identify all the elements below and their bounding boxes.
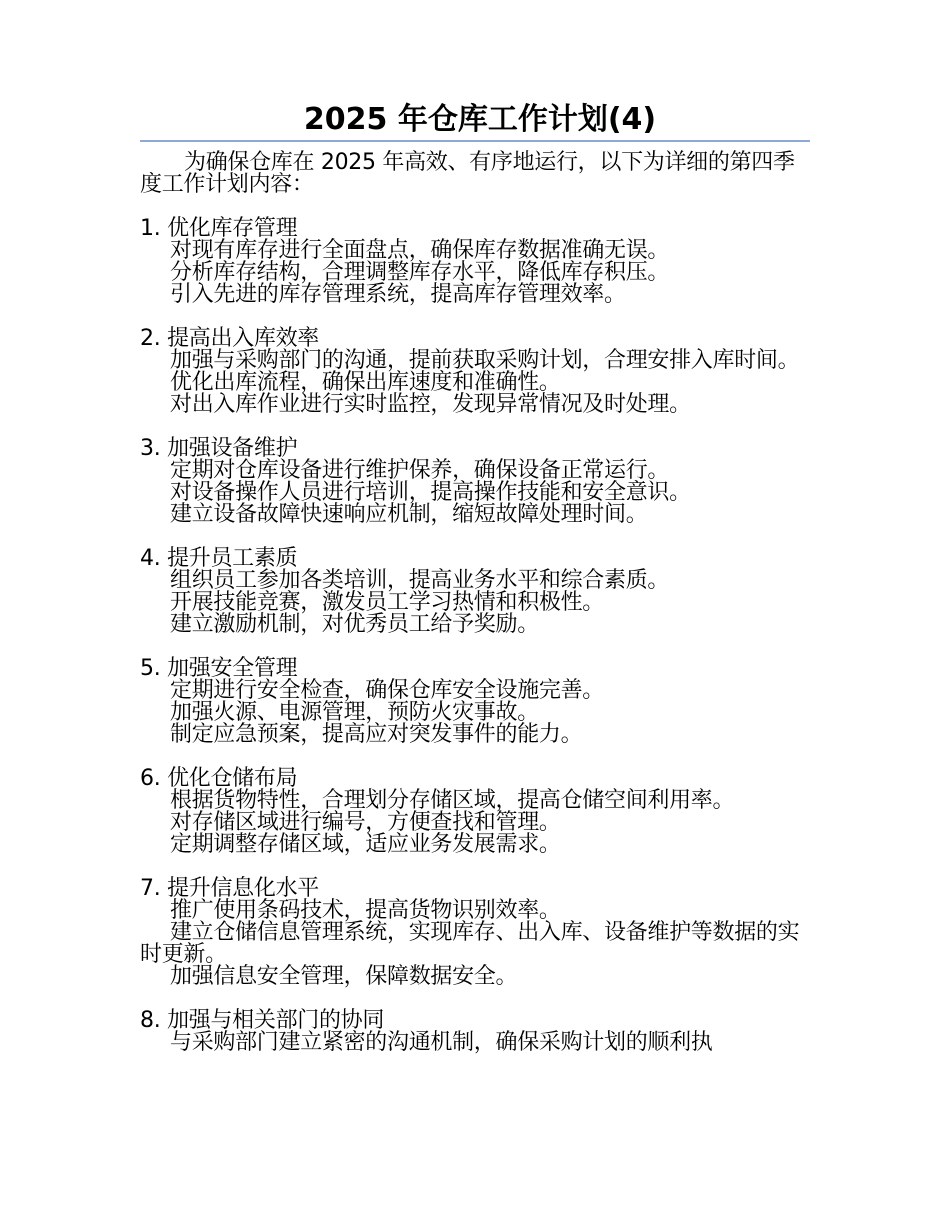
section-item: 制定应急预案，提高应对突发事件的能力。 bbox=[170, 722, 583, 747]
document-page bbox=[140, 100, 810, 1076]
section-4 bbox=[140, 548, 810, 636]
section-1 bbox=[140, 218, 810, 306]
section-item: 引入先进的库存管理系统，提高库存管理效率。 bbox=[170, 282, 626, 307]
section-item: 分析库存结构，合理调整库存水平，降低库存积压。 bbox=[170, 260, 670, 285]
section-6 bbox=[140, 768, 810, 856]
section-item: 加强火源、电源管理，预防火灾事故。 bbox=[170, 700, 539, 725]
section-item: 对设备操作人员进行培训，提高操作技能和安全意识。 bbox=[170, 480, 691, 505]
section-item: 加强信息安全管理，保障数据安全。 bbox=[170, 964, 518, 989]
section-item: 对出入库作业进行实时监控，发现异常情况及时处理。 bbox=[170, 392, 691, 417]
section-item: 定期进行安全检查，确保仓库安全设施完善。 bbox=[170, 678, 605, 703]
section-item: 建立设备故障快速响应机制，缩短故障处理时间。 bbox=[170, 502, 648, 527]
section-item: 对存储区域进行编号，方便查找和管理。 bbox=[170, 810, 561, 835]
sections-container bbox=[140, 218, 810, 1054]
section-heading: 3. 加强设备维护 bbox=[140, 436, 298, 461]
section-heading: 7. 提升信息化水平 bbox=[140, 876, 319, 901]
section-item: 对现有库存进行全面盘点，确保库存数据准确无误。 bbox=[170, 238, 670, 263]
intro-paragraph: 为确保仓库在 2025 年高效、有序地运行，以下为详细的第四季度工作计划内容： bbox=[140, 150, 795, 197]
section-heading: 6. 优化仓储布局 bbox=[140, 766, 298, 791]
title-underline bbox=[140, 140, 810, 142]
section-3 bbox=[140, 438, 810, 526]
section-item: 开展技能竞赛，激发员工学习热情和积极性。 bbox=[170, 590, 605, 615]
section-item: 定期调整存储区域，适应业务发展需求。 bbox=[170, 832, 561, 857]
section-item: 优化出库流程，确保出库速度和准确性。 bbox=[170, 370, 561, 395]
section-heading: 5. 加强安全管理 bbox=[140, 656, 298, 681]
section-heading: 4. 提升员工素质 bbox=[140, 546, 298, 571]
section-heading: 2. 提高出入库效率 bbox=[140, 326, 319, 351]
section-item: 根据货物特性，合理划分存储区域，提高仓储空间利用率。 bbox=[170, 788, 735, 813]
section-7 bbox=[140, 878, 810, 988]
section-item: 加强与采购部门的沟通，提前获取采购计划，合理安排入库时间。 bbox=[170, 348, 800, 373]
section-item: 定期对仓库设备进行维护保养，确保设备正常运行。 bbox=[170, 458, 670, 483]
document-title: 2025 年仓库工作计划(4) bbox=[303, 102, 657, 137]
section-item: 建立仓储信息管理系统，实现库存、出入库、设备维护等数据的实时更新。 bbox=[140, 920, 800, 967]
section-heading: 8. 加强与相关部门的协同 bbox=[140, 1008, 385, 1033]
section-2 bbox=[140, 328, 810, 416]
section-item: 组织员工参加各类培训，提高业务水平和综合素质。 bbox=[170, 568, 670, 593]
section-item: 建立激励机制，对优秀员工给予奖励。 bbox=[170, 612, 539, 637]
section-item: 推广使用条码技术，提高货物识别效率。 bbox=[170, 898, 561, 923]
section-item: 与采购部门建立紧密的沟通机制，确保采购计划的顺利执 bbox=[170, 1030, 713, 1055]
section-8 bbox=[140, 1010, 810, 1054]
section-heading: 1. 优化库存管理 bbox=[140, 216, 298, 241]
section-5 bbox=[140, 658, 810, 746]
